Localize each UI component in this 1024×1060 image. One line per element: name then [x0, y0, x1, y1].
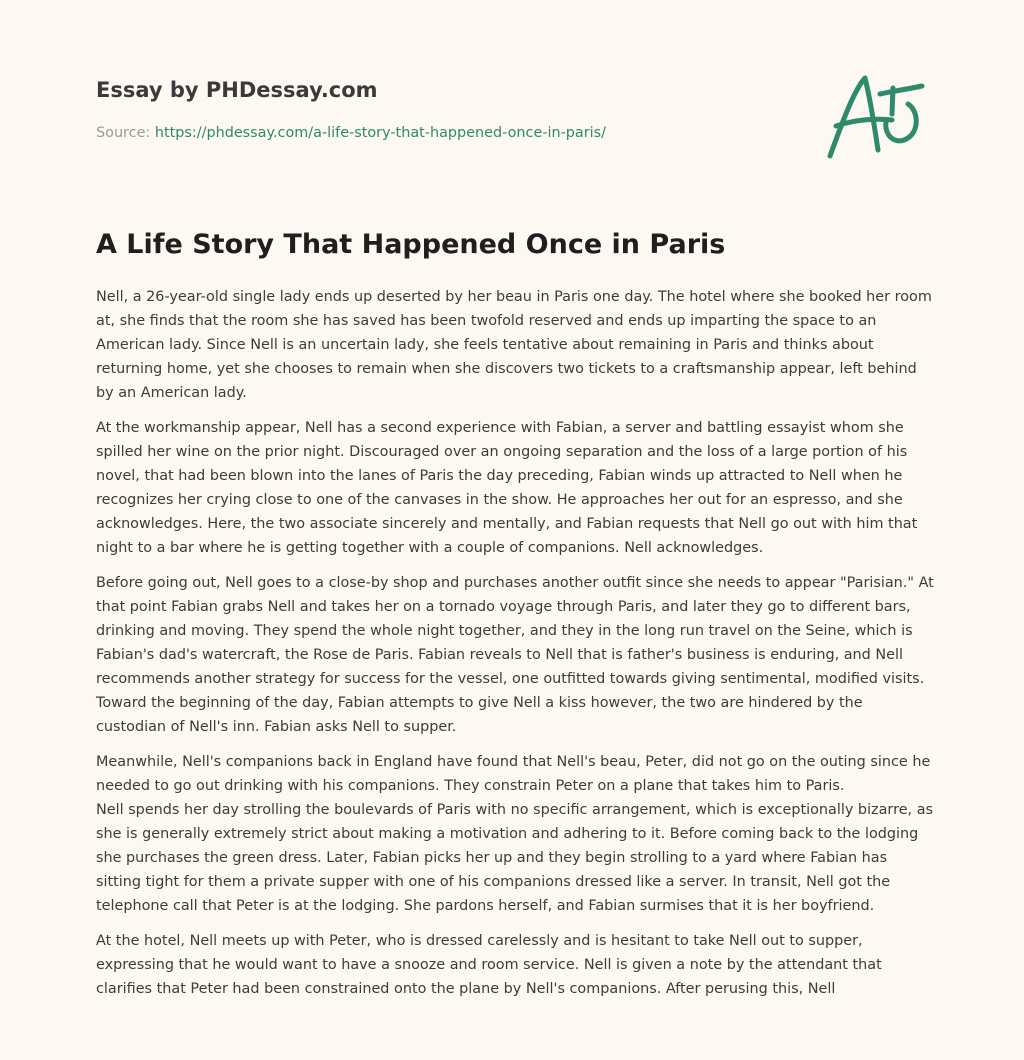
essay-paragraph: At the hotel, Nell meets up with Peter, who is dressed carelessly and is hesitant to take Nell out to supper, expressing that he would want to have a snooze and room service. Nell is given a note by the attendant that clarifies that Peter had been constrained onto the plane by Nell's companions. After perusing this, Nell: [96, 933, 882, 997]
essay-paragraph: Nell, a 26-year-old single lady ends up deserted by her beau in Paris one day. The hotel where she booked her room at, she finds that the room she has saved has been twofold reserved and ends up imparting the space to an American lady. Since Nell is an uncertain lady, she feels tentative about remaining in Paris and thinks about returning home, yet she chooses to remain when she discovers two tickets to a craftsmanship appear, left behind by an American lady.: [96, 289, 932, 401]
essay-paragraph: Before going out, Nell goes to a close-by shop and purchases another outfit since she needs to appear "Parisian." At that point Fabian grabs Nell and takes her on a tornado voyage through Paris, and later they go to different bars, drinking and moving. They spend the whole night together, and they in the long run travel on the Seine, which is Fabian's dad's watercraft, the Rose de Paris. Fabian reveals to Nell that is father's business is enduring, and Nell recommends another strategy for success for the vessel, one outfitted towards giving sentimental, modified visits. Toward the beginning of the day, Fabian attempts to give Nell a kiss however, the two are hindered by the custodian of Nell's inn. Fabian asks Nell to supper.: [96, 575, 934, 735]
source-label: Source:: [96, 125, 151, 141]
essay-paragraph: At the workmanship appear, Nell has a second experience with Fabian, a server and battling essayist whom she spilled her wine on the prior night. Discouraged over an ongoing separation and the loss of a large portion of his novel, that had been blown into the lanes of Paris the day preceding, Fabian winds up attracted to Nell when he recognizes her crying close to one of the canvases in the show. He approaches her out for an espresso, and she acknowledges. Here, the two associate sincerely and mentally, and Fabian requests that Nell go out with him that night to a bar where he is getting together with a couple of companions. Nell acknowledges.: [96, 420, 918, 556]
source-link[interactable]: https://phdessay.com/a-life-story-that-happened-once-in-paris/: [154, 125, 607, 141]
essay-paragraph: Nell spends her day strolling the boulevards of Paris with no specific arrangement, which is exceptionally bizarre, as she is generally extremely strict about making a motivation and adhering to it. Before coming back to the lodging she purchases the green dress. Later, Fabian picks her up and they begin strolling to a yard where Fabian has sitting tight for them a private supper with one of his companions dressed like a server. In transit, Nell got the telephone call that Peter is at the lodging. She pardons herself, and Fabian surmises that it is her boyfriend.: [96, 802, 934, 914]
essay-body: [96, 285, 934, 1012]
a-plus-logo-icon: [822, 68, 932, 164]
essay-paragraph: Meanwhile, Nell's companions back in England have found that Nell's beau, Peter, did not go on the outing since he needed to go out drinking with his companions. They constrain Peter on a plane that takes him to Paris.: [96, 754, 931, 794]
essay-title: A Life Story That Happened Once in Paris: [96, 229, 726, 260]
site-title: Essay by PHDessay.com: [96, 78, 378, 102]
source-line: [96, 123, 606, 143]
